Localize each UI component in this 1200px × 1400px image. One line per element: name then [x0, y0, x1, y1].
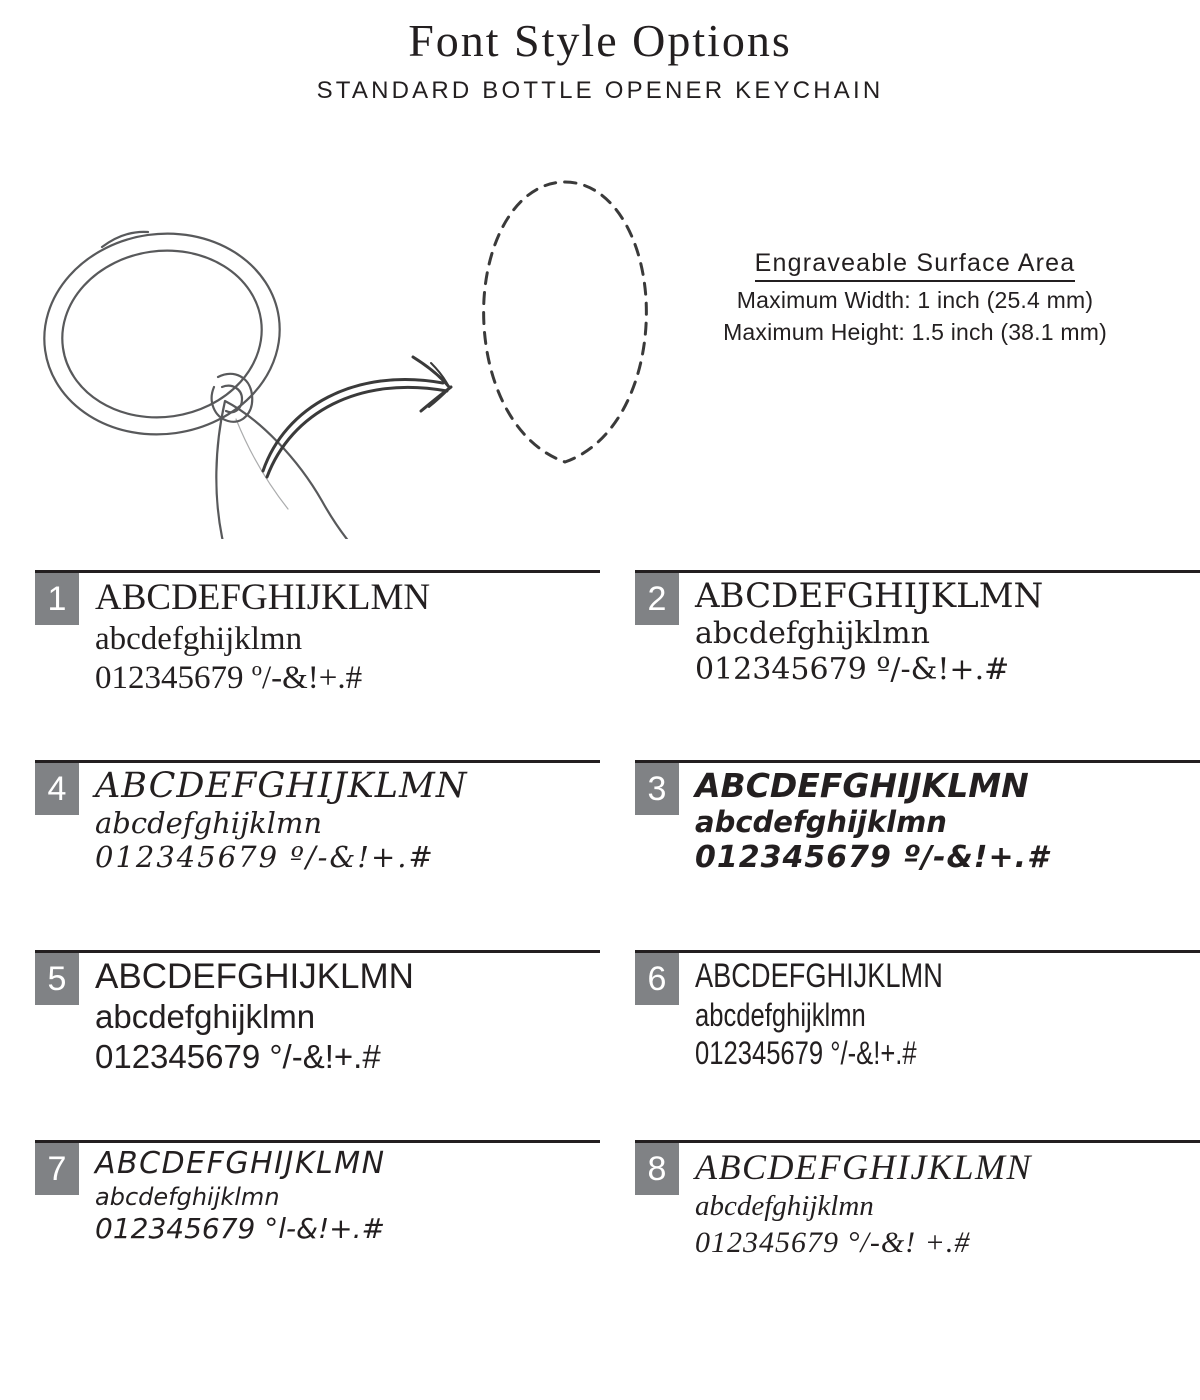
spec-title: Engraveable Surface Area: [755, 249, 1076, 283]
font-sample-1[interactable]: [35, 570, 600, 760]
sample-number-badge: 7: [35, 1143, 79, 1195]
sample-number-badge: 2: [635, 573, 679, 625]
font-sample-8[interactable]: [635, 1140, 1200, 1330]
sample-text: [95, 1143, 600, 1245]
sample-lowercase: abcdefghijklmn: [95, 805, 323, 840]
sample-number-badge: 3: [635, 763, 679, 815]
sample-lowercase: abcdefghijklmn: [695, 804, 947, 839]
sample-numerals: 012345679 º/-&!+.#: [95, 840, 435, 875]
sample-numerals: 012345679 °/-&!+.#: [695, 1035, 917, 1072]
sample-text: [95, 763, 600, 875]
page-subtitle: STANDARD BOTTLE OPENER KEYCHAIN: [316, 76, 884, 104]
sample-lowercase: abcdefghijklmn: [695, 1190, 874, 1223]
spec-max-height: Maximum Height: 1.5 inch (38.1 mm): [723, 319, 1107, 346]
sample-text: [695, 953, 1200, 1073]
spec-max-width: Maximum Width: 1 inch (25.4 mm): [736, 287, 1094, 314]
sample-lowercase: abcdefghijklmn: [695, 997, 866, 1034]
font-sample-row: [0, 760, 1200, 950]
page-header: [0, 0, 1200, 105]
sample-text: [695, 573, 1200, 688]
sample-lowercase: abcdefghijklmn: [95, 1182, 280, 1211]
page-title: Font Style Options: [408, 15, 792, 66]
sample-number-badge: 4: [35, 763, 79, 815]
sample-text: [695, 1143, 1200, 1261]
font-sample-row: [0, 570, 1200, 760]
sample-numerals: 012345679 °/-&! +.#: [695, 1225, 971, 1259]
product-sketch-area: [0, 119, 1200, 549]
sample-numerals: 012345679 °l-&!+.#: [95, 1211, 385, 1245]
sample-uppercase: ABCDEFGHIJKLMN: [95, 957, 414, 996]
font-sample-4[interactable]: [35, 760, 600, 950]
sample-numerals: 012345679 º/-&!+.#: [695, 839, 1049, 875]
sample-uppercase: ABCDEFGHIJKLMN: [95, 577, 431, 618]
font-sample-5[interactable]: [35, 950, 600, 1140]
sample-uppercase: ABCDEFGHIJKLMN: [95, 766, 468, 806]
font-sample-7[interactable]: [35, 1140, 600, 1330]
sample-text: [695, 763, 1200, 876]
font-sample-6[interactable]: [635, 950, 1200, 1140]
dashed-engraving-area-outline: [470, 174, 660, 479]
sample-numerals: 012345679 º/-&!+.#: [95, 660, 363, 697]
sample-text: [95, 573, 600, 699]
sample-numerals: 012345679 º/-&!+.#: [695, 652, 1010, 688]
font-sample-grid: [0, 570, 1200, 1330]
sample-lowercase: abcdefghijklmn: [95, 998, 316, 1036]
sample-uppercase: ABCDEFGHIJKLMN: [695, 766, 1029, 805]
sample-text: [95, 953, 600, 1076]
sample-uppercase: ABCDEFGHIJKLMN: [95, 1146, 386, 1181]
sample-lowercase: abcdefghijklmn: [695, 616, 930, 652]
engraveable-surface-spec: [650, 249, 1180, 347]
sample-number-badge: 6: [635, 953, 679, 1005]
sample-number-badge: 5: [35, 953, 79, 1005]
font-sample-2[interactable]: [635, 570, 1200, 760]
sample-number-badge: 1: [35, 573, 79, 625]
sample-uppercase: ABCDEFGHIJKLMN: [695, 1147, 1032, 1187]
font-sample-3[interactable]: [635, 760, 1200, 950]
sample-uppercase: ABCDEFGHIJKLMN: [695, 957, 943, 995]
font-sample-row: [0, 950, 1200, 1140]
sample-numerals: 012345679 °/-&!+.#: [95, 1037, 381, 1075]
sample-lowercase: abcdefghijklmn: [95, 620, 303, 657]
sample-number-badge: 8: [635, 1143, 679, 1195]
sample-uppercase: ABCDEFGHIJKLMN: [695, 576, 1044, 616]
curved-arrow-icon: [245, 349, 475, 484]
font-sample-row: [0, 1140, 1200, 1330]
